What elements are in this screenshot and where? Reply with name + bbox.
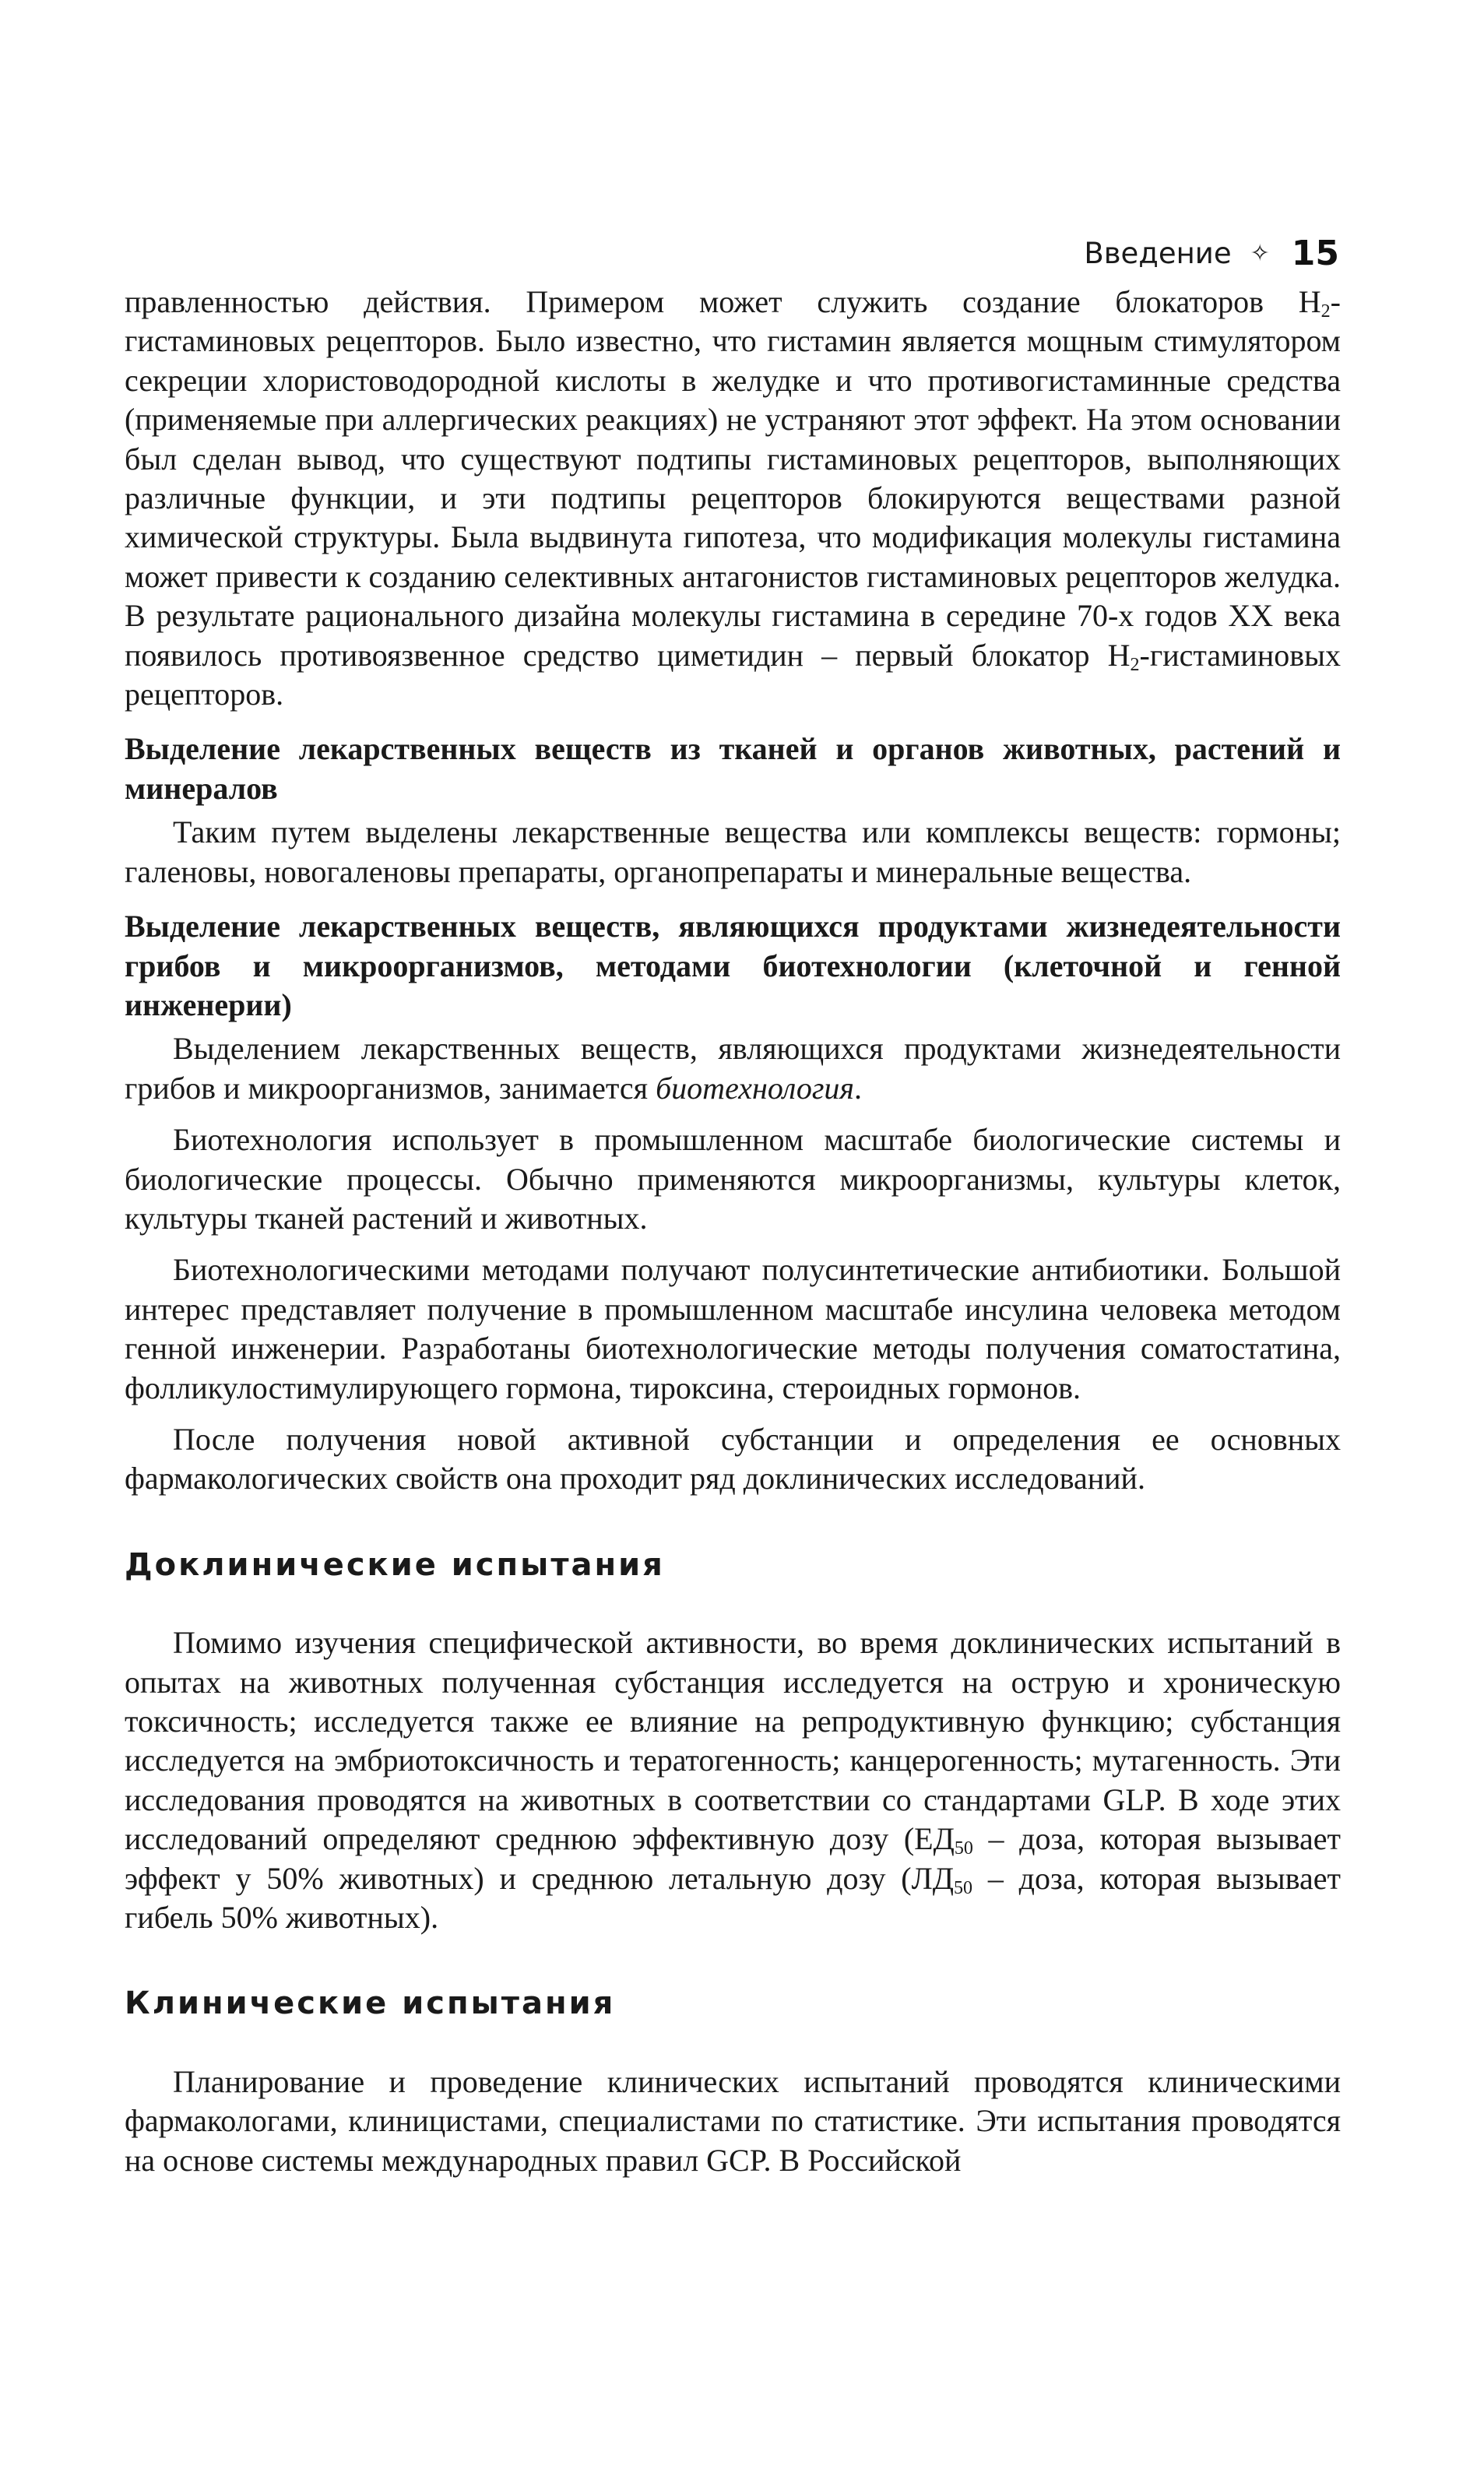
subscript: 50 (954, 1877, 973, 1898)
text-run: -гистаминовых рецепторов. Было известно, что гистамин является мощным стимулятором секреции хлористоводородной кислоты в желудке и что противогистаминные средства (применяемые при аллергических реакциях) не устраняют этот эффект. На этом основании был сделан вывод, что существуют подтипы гистаминовых рецепторов, выполняющих различные функции, и эти подтипы рецепторов блокируются веществами разной химической структуры. Была выдвинута гипотеза, что модификация молекулы гистамина может привести к созданию селективных антагонистов гистаминовых рецепторов желудка. В результате рационального дизайна молекулы гистамина в середине 70-х годов XX века появилось противоязвенное средство циметидин – первый блокатор Н (125, 284, 1341, 673)
text-run: Выделением лекарственных веществ, являющихся продуктами жизнедеятельности грибов и микроорганизмов, занимается (125, 1031, 1341, 1106)
paragraph-after-substance: После получения новой активной субстанции и определения ее основных фармакологических свойств она проходит ряд доклинических исследований. (125, 1421, 1341, 1497)
section-heading-clinical: Клинические испытания (125, 1985, 616, 2022)
page-number: 15 (1291, 233, 1339, 273)
subheading-biotech: Выделение лекарственных веществ, являющихся продуктами жизнедеятельности грибов и микроорганизмов, методами биотехнологии (клеточной и генной инженерии) (125, 909, 1341, 1022)
text-run: -гистаминовых рецепторов. (125, 637, 1341, 712)
paragraph-biotech-uses: Биотехнология использует в промышленном масштабе биологические системы и биологические процессы. Обычно применяются микроорганизмы, культуры клеток, культуры тканей растений и животных. (125, 1122, 1341, 1236)
running-header (125, 226, 1339, 280)
text-run: . (854, 1070, 863, 1106)
italic-term: биотехнология (656, 1070, 855, 1106)
subscript: 50 (954, 1838, 973, 1859)
diamond-icon: ✧ (1250, 239, 1270, 267)
paragraph-biotech-intro (125, 1029, 1341, 1108)
subscript: 2 (1130, 654, 1140, 675)
paragraph-clinical: Планирование и проведение клинических испытаний проводятся клиническими фармакологами, клиницистами, специалистами по статистике. Эти испытания проводятся на основе системы международных правил GCP. В Российской (125, 2063, 1341, 2178)
paragraph-biotech-methods: Биотехнологическими методами получают полусинтетические антибиотики. Большой интерес представляет получение в промышленном масштабе инсулина человека методом генной инженерии. Разработаны биотехнологические методы получения соматостатина, фолликулостимулирующего гормона, тироксина, стероидных гормонов. (125, 1252, 1341, 1405)
text-run: Помимо изучения специфической активности, во время доклинических испытаний в опытах на животных полученная субстанция исследуется на острую и хроническую токсичность; исследуется также ее влияние на репродуктивную функцию; субстанция исследуется на эмбриотоксичность и тератогенность; канцерогенность; мутагенность. Эти исследования проводятся на животных в соответствии со стандартами GLP. В ходе этих исследований определяют среднюю эффективную дозу (ЕД (125, 1625, 1341, 1857)
paragraph-continuation (125, 283, 1341, 714)
paragraph-preclinical (125, 1623, 1341, 1937)
subheading-extraction: Выделение лекарственных веществ из тканей и органов животных, растений и минералов (125, 731, 1341, 806)
body-text (125, 283, 1341, 2180)
paragraph-extraction: Таким путем выделены лекарственные вещества или комплексы веществ: гормоны; галеновы, новогаленовы препараты, органопрепараты и минеральные вещества. (125, 814, 1341, 889)
text-run: – доза, которая вызывает эффект у 50% животных) и среднюю летальную дозу (ЛД (125, 1821, 1341, 1896)
text-run: – доза, которая вызывает гибель 50% животных). (125, 1860, 1341, 1936)
running-header-title: Введение (1084, 236, 1232, 270)
section-heading-preclinical: Доклинические испытания (125, 1546, 665, 1583)
subscript: 2 (1320, 301, 1331, 322)
text-run: правленностью действия. Примером может служить создание блокаторов Н (125, 284, 1321, 319)
